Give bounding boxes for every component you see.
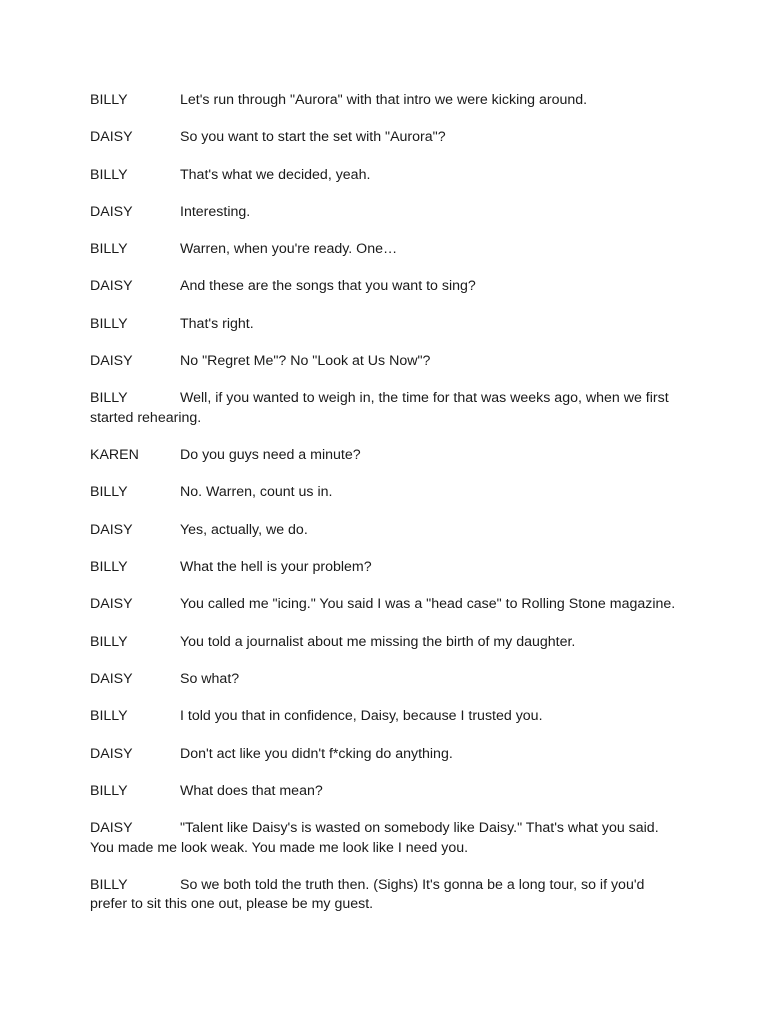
- speaker-name: BILLY: [90, 390, 128, 407]
- dialogue-line: [90, 633, 680, 653]
- dialogue-text: Well, if you wanted to weigh in, the time for that was weeks ago, when we first started rehearing.: [90, 390, 669, 426]
- speaker-name: DAISY: [90, 129, 133, 146]
- dialogue-text: Do you guys need a minute?: [180, 447, 361, 464]
- speaker-name: DAISY: [90, 820, 133, 837]
- dialogue-line: [90, 745, 680, 765]
- speaker-name: BILLY: [90, 633, 128, 650]
- dialogue-line: [90, 521, 680, 541]
- speaker-name: BILLY: [90, 782, 128, 799]
- speaker-name: DAISY: [90, 745, 133, 762]
- speaker-name: DAISY: [90, 353, 133, 370]
- speaker-name: BILLY: [90, 241, 128, 258]
- dialogue-line: [90, 203, 680, 223]
- dialogue-line: [90, 446, 680, 466]
- dialogue-line: [90, 707, 680, 727]
- dialogue-text: So what?: [180, 670, 240, 687]
- dialogue-text: You told a journalist about me missing the birth of my daughter.: [180, 633, 576, 650]
- dialogue-text: Interesting.: [180, 203, 251, 220]
- dialogue-text: "Talent like Daisy's is wasted on somebody like Daisy." That's what you said. You made me look weak. You made me look like I need you.: [90, 820, 659, 856]
- speaker-name: BILLY: [90, 315, 128, 332]
- dialogue-line: [90, 277, 680, 297]
- dialogue-line: [90, 595, 680, 615]
- dialogue-line: [90, 352, 680, 372]
- dialogue-line: [90, 876, 680, 915]
- dialogue-line: [90, 128, 680, 148]
- dialogue-line: [90, 558, 680, 578]
- dialogue-text: So we both told the truth then. (Sighs) It's gonna be a long tour, so if you'd prefer to sit this one out, please be my guest.: [90, 876, 645, 913]
- dialogue-line: [90, 315, 680, 335]
- dialogue-text: You called me "icing." You said I was a "head case" to Rolling Stone magazine.: [180, 596, 676, 613]
- speaker-name: BILLY: [90, 559, 128, 576]
- dialogue-text: Warren, when you're ready. One…: [180, 241, 398, 258]
- dialogue-text: That's right.: [180, 315, 254, 332]
- dialogue-text: No "Regret Me"? No "Look at Us Now"?: [180, 353, 431, 370]
- speaker-name: BILLY: [90, 92, 128, 108]
- speaker-name: DAISY: [90, 203, 133, 220]
- dialogue-text: No. Warren, count us in.: [180, 484, 333, 501]
- speaker-name: DAISY: [90, 670, 133, 687]
- speaker-name: BILLY: [90, 166, 128, 183]
- script-dialogue: [90, 91, 680, 933]
- dialogue-line: [90, 91, 680, 111]
- speaker-name: BILLY: [90, 708, 128, 725]
- dialogue-line: [90, 819, 680, 858]
- dialogue-line: [90, 240, 680, 260]
- dialogue-text: I told you that in confidence, Daisy, because I trusted you.: [180, 708, 543, 725]
- dialogue-text: So you want to start the set with "Aurora"?: [180, 129, 446, 146]
- dialogue-text: Let's run through "Aurora" with that intro we were kicking around.: [180, 92, 588, 108]
- speaker-name: DAISY: [90, 596, 133, 613]
- speaker-name: BILLY: [90, 484, 128, 501]
- dialogue-text: And these are the songs that you want to sing?: [180, 278, 476, 295]
- speaker-name: DAISY: [90, 521, 133, 538]
- dialogue-line: [90, 670, 680, 690]
- dialogue-text: That's what we decided, yeah.: [180, 166, 371, 183]
- dialogue-text: What does that mean?: [180, 782, 323, 799]
- speaker-name: BILLY: [90, 876, 128, 893]
- speaker-name: DAISY: [90, 278, 133, 295]
- dialogue-line: [90, 389, 680, 428]
- dialogue-text: Yes, actually, we do.: [180, 521, 308, 538]
- dialogue-text: Don't act like you didn't f*cking do anything.: [180, 745, 453, 762]
- dialogue-text: What the hell is your problem?: [180, 559, 372, 576]
- dialogue-line: [90, 782, 680, 802]
- speaker-name: KAREN: [90, 447, 139, 464]
- dialogue-line: [90, 483, 680, 503]
- dialogue-line: [90, 166, 680, 186]
